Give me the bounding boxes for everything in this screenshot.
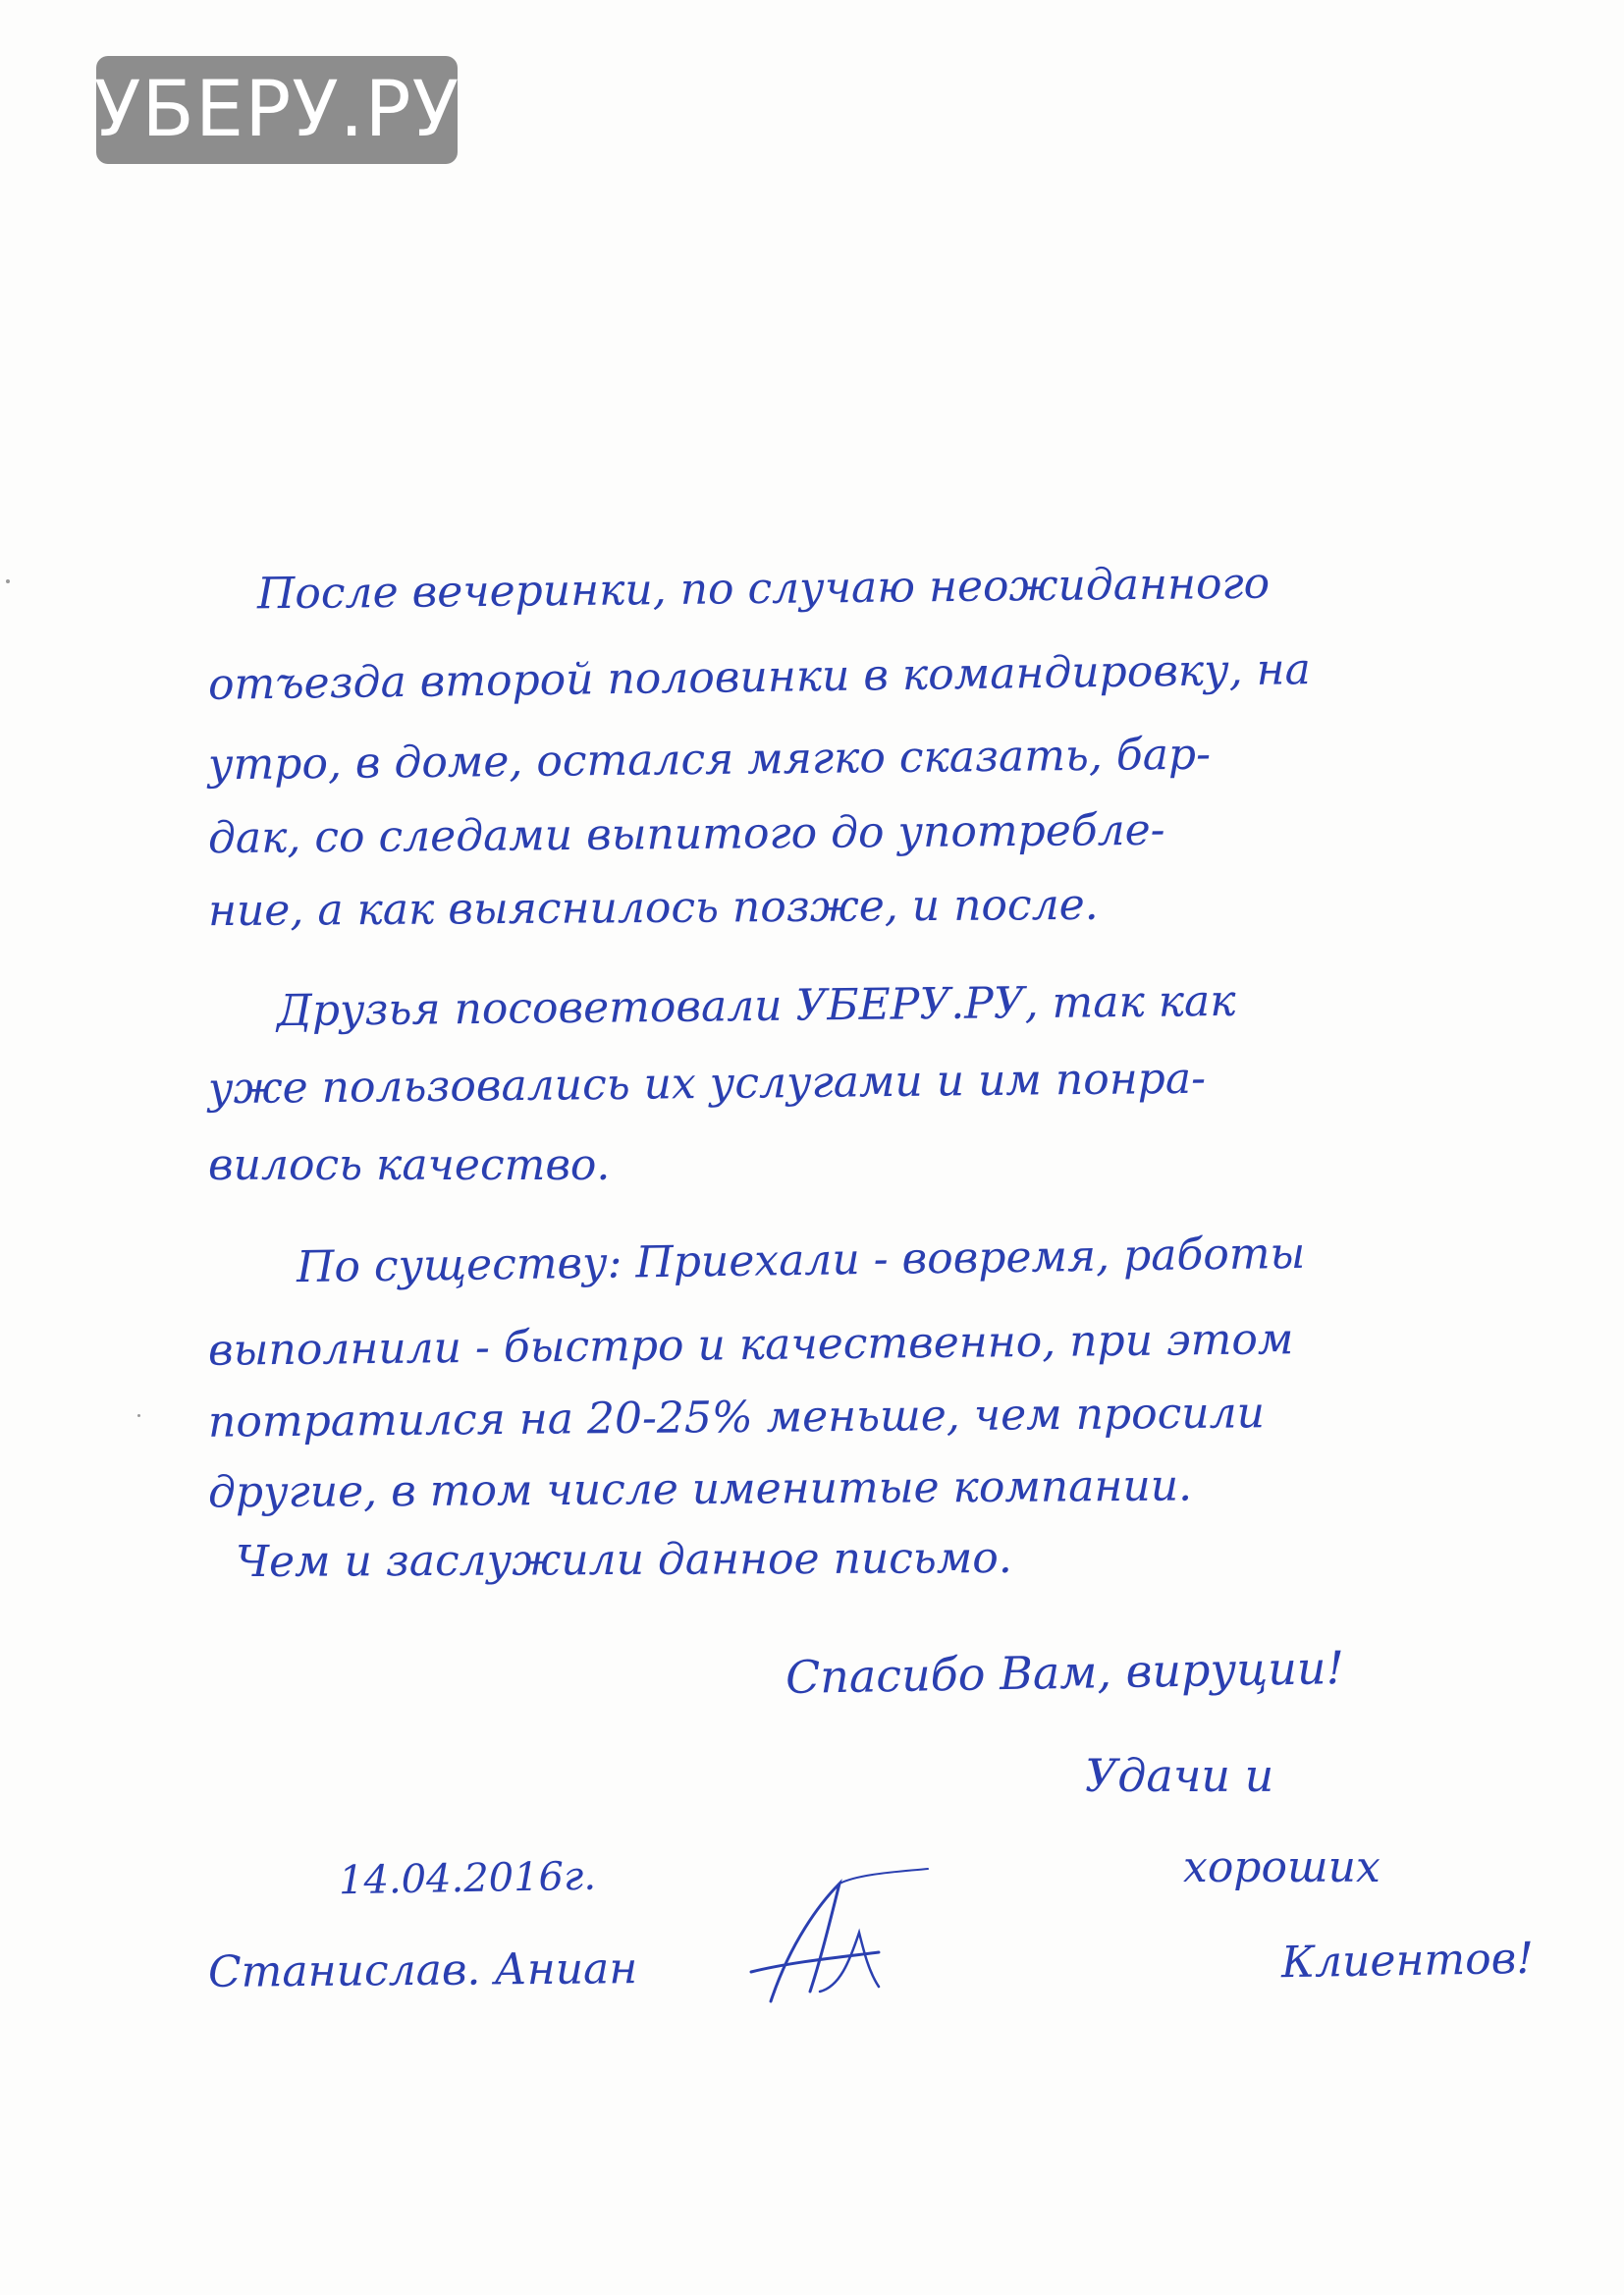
letter-line: другие, в том числе именитые компании. [207,1460,1193,1518]
letter-line: уже пользовались их услугами и им понра- [207,1053,1207,1115]
letter-line: выполнили - быстро и качественно, при этом [207,1314,1294,1376]
closing-wish-line: Клиентов! [1280,1933,1535,1989]
paper-speck [137,1414,140,1417]
letter-line: ние, а как выяснилось позже, и после. [207,879,1099,937]
signer-name: Станислав. Аниан [207,1943,638,1997]
letter-line: По существу: Приехали - вовремя, работы [296,1228,1306,1293]
letter-line: вилось качество. [208,1140,611,1190]
letter-date: 14.04.2016г. [338,1853,597,1904]
letter-line: После вечеринки, по случаю неожиданного [256,558,1271,620]
letter-line: дак, со следами выпитого до употребле- [207,804,1165,864]
letter-line: Друзья посоветовали УБЕРУ.РУ, так как [276,975,1236,1037]
signature-mark [731,1864,967,2021]
closing-wish-line: хороших [1183,1842,1380,1892]
company-logo [93,56,460,164]
letter-line: потратился на 20-25% меньше, чем просили [207,1388,1266,1448]
letter-line: Чем и заслужили данное письмо. [235,1532,1012,1588]
logo-text: УБЕРУ.РУ [93,66,460,154]
closing-wish-line: Удачи и [1085,1749,1274,1802]
letter-line: утро, в доме, остался мягко сказать, бар- [207,729,1212,791]
letter-line: отъезда второй половинки в командировку, на [207,644,1312,710]
closing-thanks: Спасибо Вам, вируции! [785,1641,1345,1704]
paper-speck [6,579,10,583]
